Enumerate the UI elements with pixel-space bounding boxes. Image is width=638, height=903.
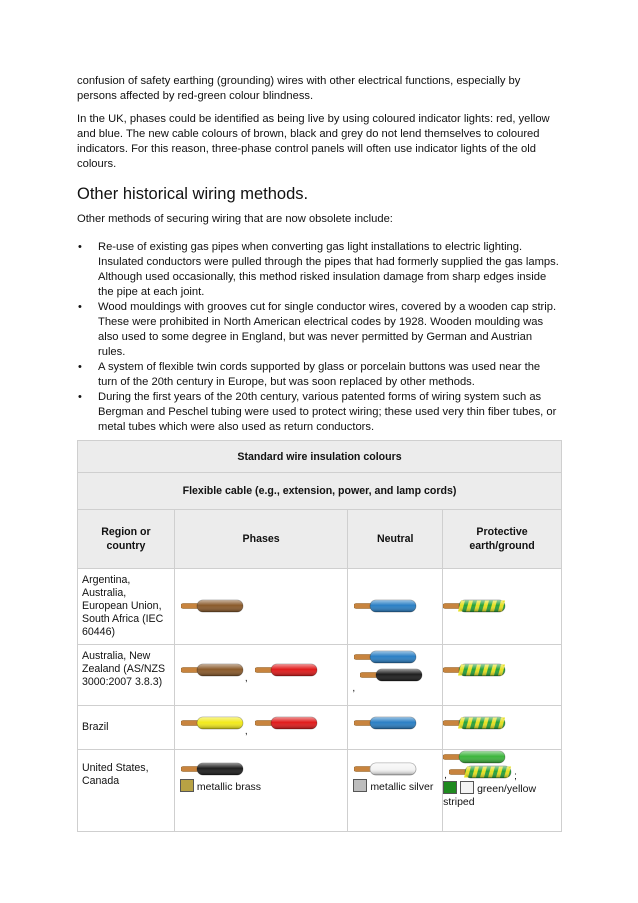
wire-black-icon [181,761,245,777]
table-subtitle: Flexible cable (e.g., extension, power, and lamp cords) [78,473,562,510]
wire-blue-icon [354,715,418,731]
wire-green-yellow-icon [449,764,513,780]
phases-cell [174,706,347,750]
green-swatch-icon [443,781,457,794]
wire-colours-table [77,440,562,832]
ground-cell [443,706,562,750]
legend-silver: metallic silver [353,779,433,793]
wire-blue-icon [354,649,418,665]
header-region: Region or country [78,510,175,569]
bullet-icon: • [78,301,82,313]
silver-swatch-icon [353,779,367,792]
neutral-cell [348,645,443,706]
brass-swatch-icon [180,779,194,792]
table-row [78,569,562,645]
header-phases: Phases [174,510,347,569]
wire-green-yellow-icon [443,715,507,731]
ground-cell [443,750,562,832]
table-row [78,645,562,706]
legend-ground: green/yellow striped [443,783,537,808]
phases-cell [174,750,347,832]
region-cell: Australia, New Zealand (AS/NZS 3000:2007 3.8.3) [78,645,175,706]
wire-black-icon [360,667,424,683]
wire-brown-icon [181,598,245,614]
obsolete-methods-list [77,240,562,435]
separator: , [244,726,248,737]
bullet-icon: • [78,391,82,403]
separator: , [352,683,356,694]
paragraph-uk-phases: In the UK, phases could be identified as being live by using coloured indicator lights: red, yellow and blue. The new cable colours of brown, black and grey do not lend themselves to coloured indicators. For this reason, three-phase control panels will often use indicator lights of the old colours. [77,113,550,170]
wire-white-icon [354,761,418,777]
wire-blue-icon [354,598,418,614]
table-row [78,750,562,832]
ground-cell [443,569,562,645]
paragraph-colour-blindness: confusion of safety earthing (grounding) wires with other electrical functions, especially by persons affected by red-green colour blindness. [77,75,521,102]
neutral-cell [348,706,443,750]
ground-cell [443,645,562,706]
white-swatch-icon [460,781,474,794]
bullet-icon: • [78,241,82,253]
region-cell: Brazil [78,706,175,750]
region-cell: Argentina, Australia, European Union, South Africa (IEC 60446) [78,569,175,645]
section-heading: Other historical wiring methods. [77,185,309,203]
list-item: • During the first years of the 20th century, various patented forms of wiring system such as Bergman and Peschel tubing were used to protect wiring; these used very thin fiber tubes, or metal tubes which were also used as return conductors. [78,391,557,433]
table-row [78,706,562,750]
list-item: • A system of flexible twin cords supported by glass or porcelain buttons was used near the turn of the 20th century in Europe, but was soon replaced by other methods. [78,361,541,388]
header-neutral: Neutral [348,510,443,569]
wire-green-yellow-icon [443,662,507,678]
region-cell: United States, Canada [78,750,175,832]
separator: , [444,770,447,781]
wire-brown-icon [181,662,245,678]
wire-yellow-icon [181,715,245,731]
paragraph-intro: Other methods of securing wiring that are now obsolete include: [77,213,393,225]
bullet-icon: • [78,361,82,373]
list-item: • Re-use of existing gas pipes when converting gas light installations to electric lighting. Insulated conductors were pulled through the pipes that had formerly supplied the gas lamps. Although used occasionally, this method risked insulation damage from sharp edges inside the pipe at each joint. [78,241,559,298]
separator: ; [514,771,517,782]
neutral-cell [348,750,443,832]
table-title: Standard wire insulation colours [78,441,562,473]
wire-green-icon [443,749,507,765]
separator: , [244,673,248,684]
neutral-cell [348,569,443,645]
list-item: • Wood mouldings with grooves cut for single conductor wires, covered by a wooden cap strip. These were prohibited in North American electrical codes by 1928. Wooden moulding was also used to some degree in England, but was never permitted by German and Austrian rules. [78,301,557,358]
header-ground: Protective earth/ground [443,510,562,569]
wire-green-yellow-icon [443,598,507,614]
phases-cell [174,645,347,706]
legend-brass: metallic brass [180,779,261,793]
phases-cell [174,569,347,645]
wire-red-icon [255,662,319,678]
wire-red-icon [255,715,319,731]
